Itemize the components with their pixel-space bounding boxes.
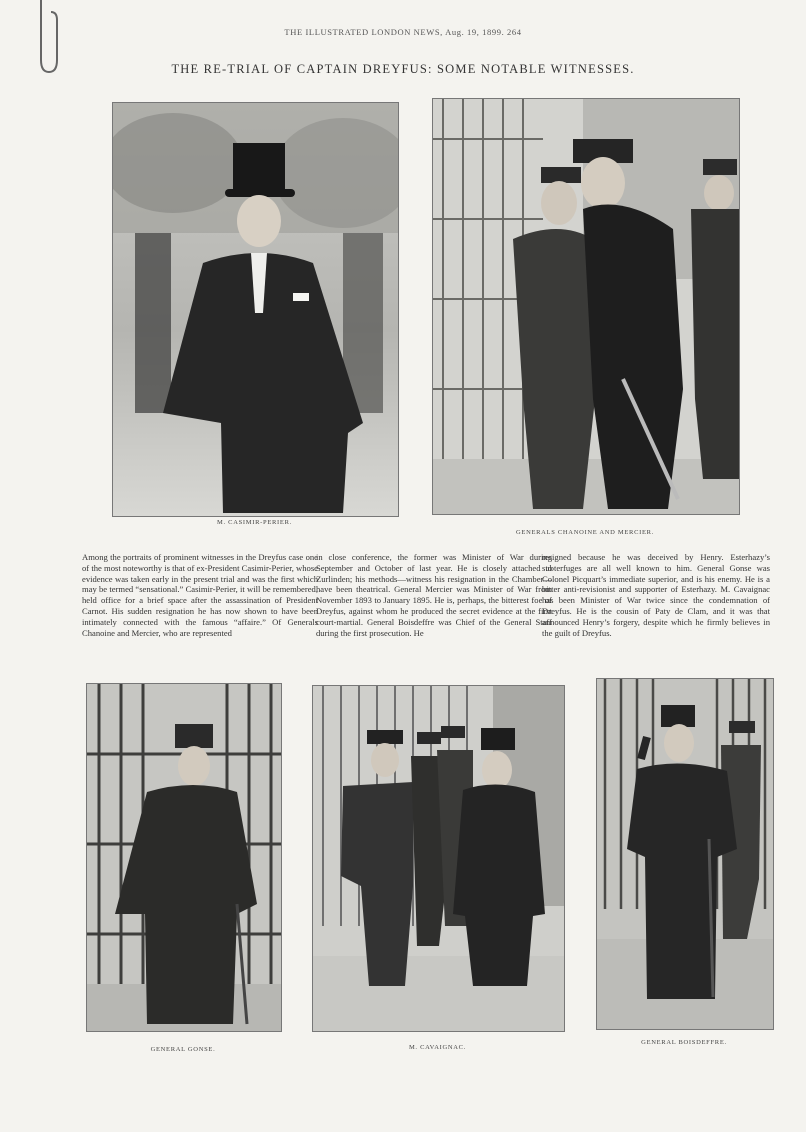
article-column-1 [82,552,318,638]
article-paragraph: resigned because he was deceived by Henry. Esterhazy’s subterfuges are all well known to him. General Gonse was Colonel Picquart’s immediate superior, and is his enemy. He is a bitter anti-revisionist and supporter of Esterhazy. M. Cavaignac has been Minister of War twice since the condemnation of Dreyfus. He is the cousin of Paty de Clam, and it was that announced Henry’s forgery, despite which he firmly believes in the guilt of Dreyfus. [542,552,770,638]
running-head: THE ILLUSTRATED LONDON NEWS, Aug. 19, 1899. 264 [284,27,522,37]
article-paragraph: in close conference, the former was Minister of War during September and October of last year. He is closely attached to Zurlinden; his methods—witness his resignation in the Chamber—have been theatrical. General Mercier was Minister of War from November 1893 to January 1895. He is, perhaps, the bitterest foe of Dreyfus, against whom he produced the secret evidence at the first court-martial. General Boisdeffre was Chief of the General Staff during the first prosecution. He [316,552,552,638]
caption-casimir-perier: M. CASIMIR-PERIER. [217,519,292,526]
photo-boisdeffre [596,678,774,1030]
article-paragraph: Among the portraits of prominent witnesses in the Dreyfus case one of the most noteworthy is that of ex-President Casimir-Perier, whose evidence was taken early in the present trial and was the first which may be termed “sensational.” Casimir-Perier, it will be remembered, held office for a brief space after the assassination of President Carnot. His sudden resignation he has now shown to have been intimately connected with the famous “affaire.” Of Generals Chanoine and Mercier, who are represented [82,552,318,638]
caption-cavaignac: M. CAVAIGNAC. [408,1044,467,1051]
caption-boisdeffre: GENERAL BOISDEFFRE. [641,1039,727,1046]
page-title: THE RE-TRIAL OF CAPTAIN DREYFUS: SOME NOTABLE WITNESSES. [171,62,635,76]
photo-cavaignac [312,685,565,1032]
article-column-2 [316,552,552,638]
photo-casimir-perier [112,102,399,517]
photo-gonse [86,683,282,1032]
photo-chanoine-mercier [432,98,740,515]
article-column-3 [542,552,770,638]
caption-gonse: GENERAL GONSE. [150,1046,216,1053]
caption-chanoine-mercier: GENERALS CHANOINE AND MERCIER. [516,529,654,536]
